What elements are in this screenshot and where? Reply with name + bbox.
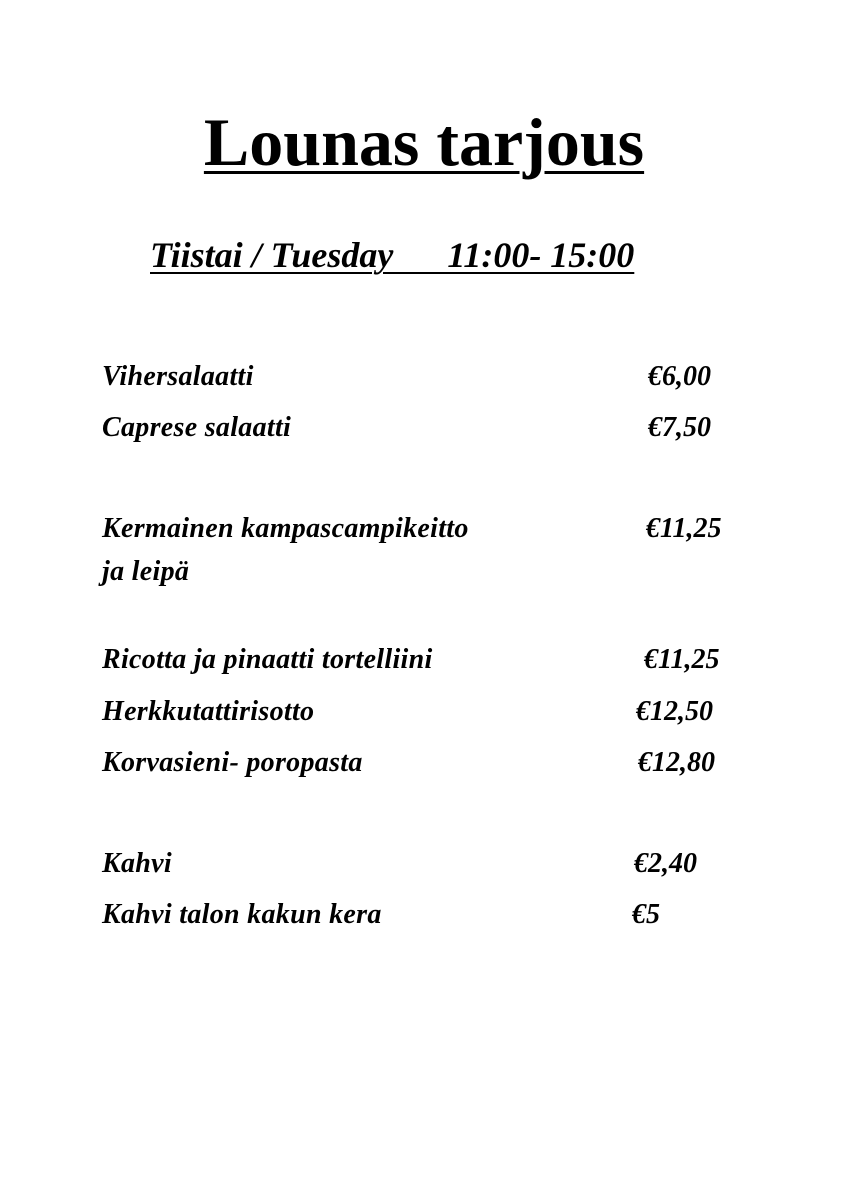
menu-item-price: €11,25 [644,644,720,675]
menu-item-price: €5 [632,899,660,930]
menu-item-price: €6,00 [648,361,711,392]
menu-item-name: Kermainen kampascampikeitto [102,513,469,544]
menu-item-price: €11,25 [646,513,722,544]
menu-item-price: €2,40 [634,848,697,879]
menu-item-name: Korvasieni- poropasta [102,747,363,778]
menu-item-price: €12,50 [636,696,713,727]
menu-item-name: Herkkutattirisotto [102,696,315,727]
menu-item-name-continued: ja leipä [102,556,190,587]
menu-item-name: Caprese salaatti [102,412,292,443]
menu-item-name: Vihersalaatti [102,361,254,392]
menu-item-price: €7,50 [648,412,711,443]
day-and-hours: Tiistai / Tuesday 11:00- 15:00 [150,235,635,275]
menu-item-price: €12,80 [638,747,715,778]
page-title [0,104,848,180]
menu-item-name: Kahvi talon kakun kera [102,899,382,930]
menu-item-name: Ricotta ja pinaatti tortelliini [102,644,433,675]
page-title-text: Lounas tarjous [203,104,645,180]
menu-item-name: Kahvi [102,848,172,879]
